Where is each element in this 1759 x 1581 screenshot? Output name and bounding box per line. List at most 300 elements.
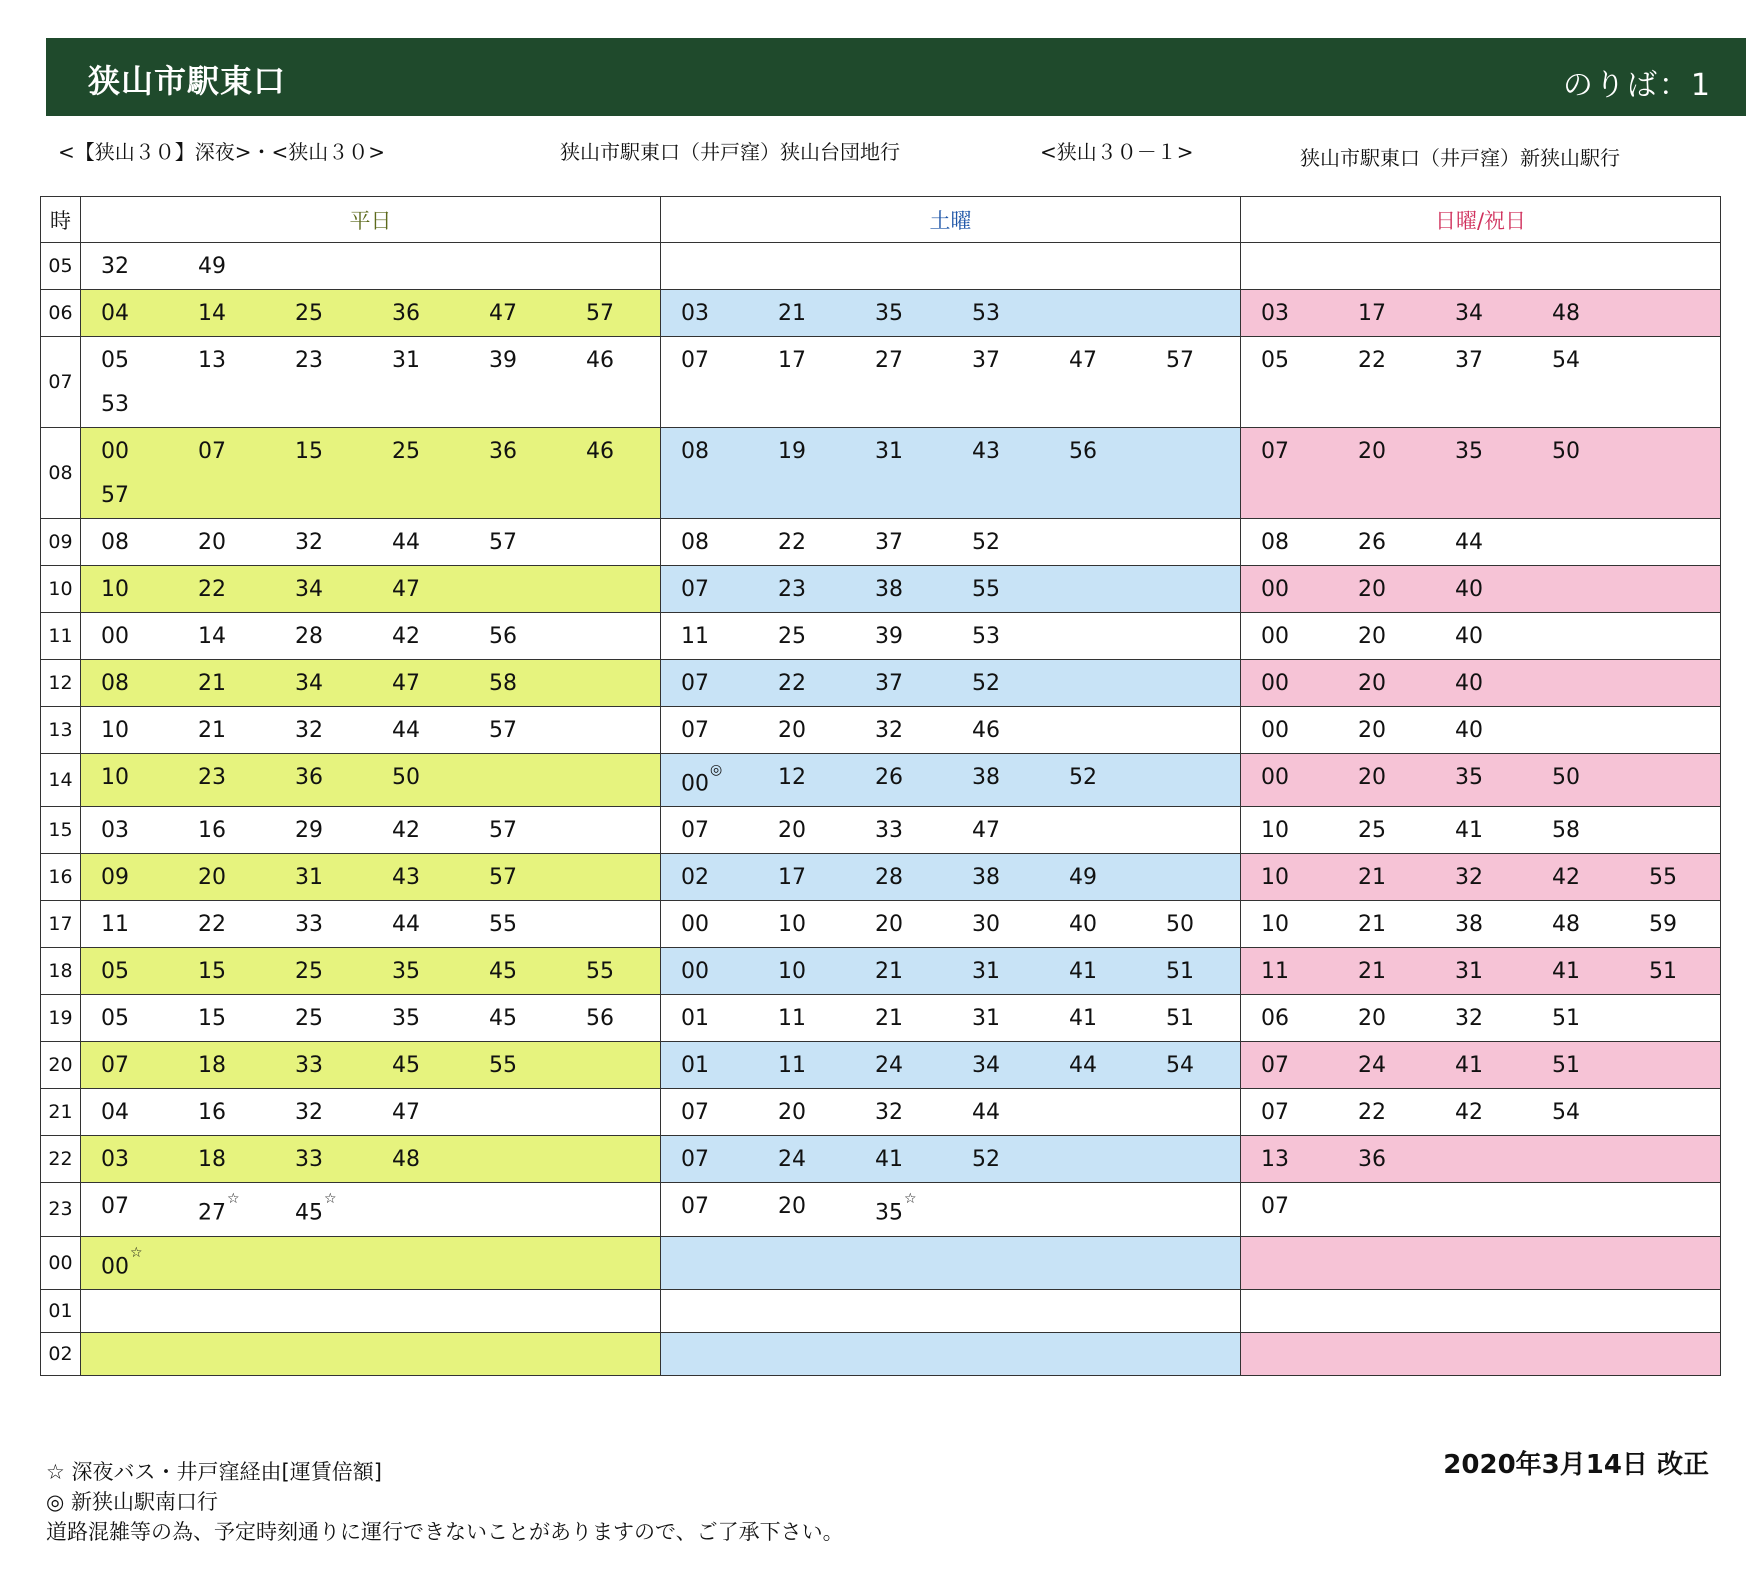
weekday-cell: [81, 660, 661, 707]
departure-minute: 43: [972, 439, 1000, 464]
departure-minute: 08: [101, 671, 129, 696]
weekday-cell: [81, 1183, 661, 1236]
departure-minute: 48: [392, 1147, 420, 1173]
weekday-cell: [81, 807, 661, 854]
table-row: [41, 754, 1721, 807]
departure-minute: 07: [681, 577, 709, 602]
departure-minute: 10: [778, 959, 806, 985]
departure-minute: 08: [1261, 530, 1289, 555]
weekday-cell: [81, 901, 661, 948]
minute-list: [1241, 1237, 1720, 1247]
minute-list: [661, 428, 1240, 474]
departure-minute: 50: [1166, 912, 1194, 938]
departure-minute: 44: [392, 718, 420, 743]
departure-minute: 49: [1069, 865, 1097, 891]
minute-list: [1241, 337, 1720, 383]
saturday-cell: [661, 660, 1241, 707]
minute-list: [1241, 901, 1720, 947]
departure-minute: 39: [489, 348, 517, 373]
departure-minute: 16: [198, 1100, 226, 1126]
minute-list: [1241, 854, 1720, 900]
departure-minute: 00: [1261, 718, 1289, 743]
sunday-cell: [1241, 1042, 1721, 1089]
departure-minute: 38: [972, 865, 1000, 891]
departure-minute: 45: [489, 959, 517, 985]
minute-list: [661, 707, 1240, 753]
minute-list: [1241, 1183, 1720, 1229]
departure-minute: 00: [101, 439, 129, 464]
departure-minute: 11: [681, 624, 709, 649]
departure-minute: 56: [489, 624, 517, 649]
departure-minute: 32: [295, 1100, 323, 1126]
minute-list: [1241, 707, 1720, 753]
minute-list: [1241, 754, 1720, 800]
hour-cell: 18: [41, 948, 81, 995]
departure-minute: 51: [1166, 1006, 1194, 1032]
minute-list: [661, 1089, 1240, 1135]
hour-cell: 20: [41, 1042, 81, 1089]
sunday-cell: [1241, 1089, 1721, 1136]
hour-cell: 22: [41, 1136, 81, 1183]
hour-cell: 14: [41, 754, 81, 807]
departure-minute: 31: [295, 865, 323, 891]
hour-cell: 23: [41, 1183, 81, 1236]
hour-cell: 08: [41, 428, 81, 519]
departure-minute: 56: [1069, 439, 1097, 464]
departure-minute: 13: [198, 348, 226, 373]
departure-minute: 20: [1358, 1006, 1386, 1032]
minute-list: [81, 660, 660, 706]
sunday-cell: [1241, 243, 1721, 290]
departure-minute: 00◎: [681, 762, 723, 797]
departure-minute: 44: [392, 912, 420, 938]
minute-list: [661, 1333, 1240, 1343]
departure-minute: 28: [295, 624, 323, 649]
departure-minute: 21: [875, 1006, 903, 1032]
departure-minute: 03: [681, 301, 709, 326]
departure-minute: 41: [1455, 818, 1483, 844]
hour-cell: 17: [41, 901, 81, 948]
departure-minute: 32: [101, 254, 129, 279]
hour-cell: 05: [41, 243, 81, 290]
departure-minute: 46: [972, 718, 1000, 743]
departure-minute: 27☆: [198, 1191, 240, 1226]
minute-list: [81, 1237, 660, 1289]
minute-list: [661, 1042, 1240, 1088]
table-row: [41, 290, 1721, 337]
departure-minute: 20: [778, 1100, 806, 1126]
departure-minute: 42: [392, 818, 420, 844]
departure-minute: 20: [1358, 718, 1386, 743]
sunday-cell: [1241, 290, 1721, 337]
header-bar: [46, 38, 1746, 116]
departure-minute: 57: [101, 483, 129, 508]
table-row: [41, 1183, 1721, 1236]
departure-minute: 07: [681, 818, 709, 844]
departure-minute: 11: [101, 912, 129, 938]
hour-column-header: 時: [41, 197, 81, 243]
departure-minute: 44: [1069, 1053, 1097, 1079]
departure-minute: 41: [875, 1147, 903, 1173]
departure-minute: 37: [875, 671, 903, 696]
minute-list: [81, 1089, 660, 1135]
departure-minute: 10: [1261, 865, 1289, 891]
departure-minute: 25: [392, 439, 420, 464]
saturday-cell: [661, 1236, 1241, 1289]
weekday-cell: [81, 337, 661, 428]
minute-list: [1241, 566, 1720, 612]
minute-list: [661, 243, 1240, 253]
departure-minute: 41: [1455, 1053, 1483, 1079]
departure-minute: 35: [1455, 765, 1483, 790]
departure-minute: 33: [295, 1053, 323, 1079]
table-row: [41, 1042, 1721, 1089]
minute-list: [81, 519, 660, 565]
weekday-cell: [81, 995, 661, 1042]
departure-minute: 55: [489, 1053, 517, 1079]
departure-minute: 18: [198, 1053, 226, 1079]
departure-minute: 28: [875, 865, 903, 891]
weekday-cell: [81, 613, 661, 660]
minute-list: [81, 948, 660, 994]
minute-list: [661, 519, 1240, 565]
departure-minute: 25: [778, 624, 806, 649]
minute-list: [661, 1183, 1240, 1235]
minute-list: [661, 754, 1240, 806]
departure-minute: 39: [875, 624, 903, 649]
departure-minute: 40: [1455, 624, 1483, 649]
departure-minute: 26: [1358, 530, 1386, 555]
departure-minute: 55: [1649, 865, 1677, 891]
departure-minute: 44: [972, 1100, 1000, 1126]
departure-minute: 38: [1455, 912, 1483, 938]
departure-minute: 07: [101, 1194, 129, 1220]
departure-minute: 12: [778, 765, 806, 790]
departure-minute: 47: [392, 577, 420, 602]
departure-minute: 04: [101, 1100, 129, 1126]
table-row: [41, 428, 1721, 519]
departure-minute: 09: [101, 865, 129, 891]
sunday-cell: [1241, 337, 1721, 428]
saturday-column-header: 土曜: [661, 197, 1241, 243]
minute-list: [81, 1290, 660, 1300]
table-row: [41, 901, 1721, 948]
weekday-cell: [81, 566, 661, 613]
departure-minute: 05: [1261, 348, 1289, 373]
hour-cell: 11: [41, 613, 81, 660]
departure-minute: 50: [1552, 439, 1580, 464]
departure-minute: 40: [1455, 671, 1483, 696]
sunday-cell: [1241, 1236, 1721, 1289]
departure-minute: 20: [198, 530, 226, 555]
weekday-cell: [81, 1042, 661, 1089]
departure-minute: 19: [778, 439, 806, 464]
departure-minute: 10: [778, 912, 806, 938]
table-row: [41, 1089, 1721, 1136]
sunday-column-header: 日曜/祝日: [1241, 197, 1721, 243]
minute-list: [1241, 948, 1720, 994]
departure-minute: 47: [489, 301, 517, 326]
departure-minute: 07: [681, 1100, 709, 1126]
minute-list: [661, 290, 1240, 336]
minute-list: [1241, 519, 1720, 565]
departure-minute: 21: [1358, 959, 1386, 985]
departure-minute: 31: [972, 1006, 1000, 1032]
departure-minute: 57: [489, 865, 517, 891]
table-row: [41, 1136, 1721, 1183]
departure-minute: 24: [875, 1053, 903, 1079]
departure-minute: 30: [972, 912, 1000, 938]
saturday-cell: [661, 1289, 1241, 1332]
departure-minute: 51: [1166, 959, 1194, 985]
weekday-cell: [81, 1332, 661, 1375]
departure-minute: 42: [392, 624, 420, 649]
sunday-cell: [1241, 948, 1721, 995]
departure-minute: 54: [1552, 1100, 1580, 1126]
departure-minute: 40: [1455, 718, 1483, 743]
departure-minute: 47: [392, 671, 420, 696]
saturday-cell: [661, 1332, 1241, 1375]
departure-minute: 42: [1552, 865, 1580, 891]
departure-minute: 52: [972, 530, 1000, 555]
minute-list: [81, 854, 660, 900]
sunday-cell: [1241, 1332, 1721, 1375]
departure-minute: 58: [1552, 818, 1580, 844]
weekday-column-header: 平日: [81, 197, 661, 243]
departure-minute: 07: [681, 1194, 709, 1220]
departure-minute: 20: [1358, 671, 1386, 696]
table-row: [41, 1289, 1721, 1332]
weekday-cell: [81, 854, 661, 901]
minute-list: [1241, 243, 1720, 253]
minute-list: [661, 901, 1240, 947]
departure-minute: 55: [586, 959, 614, 985]
departure-minute: 11: [778, 1006, 806, 1032]
departure-minute: 44: [392, 530, 420, 555]
departure-minute: 16: [198, 818, 226, 844]
minute-list: [661, 613, 1240, 659]
departure-minute: 47: [392, 1100, 420, 1126]
late-night-mark: ☆: [904, 1191, 917, 1208]
departure-minute: 48: [1552, 912, 1580, 938]
departure-minute: 32: [1455, 865, 1483, 891]
departure-minute: 00: [1261, 577, 1289, 602]
departure-minute: 22: [778, 671, 806, 696]
timetable-body: [41, 243, 1721, 1376]
departure-minute: 52: [972, 1147, 1000, 1173]
departure-minute: 24: [1358, 1053, 1386, 1079]
footnote-star: ☆ 深夜バス・井戸窪経由[運賃倍額]: [46, 1460, 382, 1484]
departure-minute: 10: [1261, 912, 1289, 938]
saturday-cell: [661, 428, 1241, 519]
departure-minute: 03: [101, 1147, 129, 1173]
departure-minute: 25: [295, 1006, 323, 1032]
departure-minute: 15: [198, 1006, 226, 1032]
departure-minute: 58: [489, 671, 517, 696]
departure-minute: 37: [1455, 348, 1483, 373]
sunday-cell: [1241, 901, 1721, 948]
minute-list: [661, 566, 1240, 612]
departure-minute: 07: [1261, 1100, 1289, 1126]
departure-minute: 31: [972, 959, 1000, 985]
departure-minute: 32: [875, 718, 903, 743]
minute-list: [1241, 613, 1720, 659]
departure-minute: 08: [681, 439, 709, 464]
minute-list: [81, 613, 660, 659]
minute-list: [1241, 1089, 1720, 1135]
departure-minute: 59: [1649, 912, 1677, 938]
departure-minute: 20: [198, 865, 226, 891]
sunday-cell: [1241, 1136, 1721, 1183]
departure-minute: 34: [1455, 301, 1483, 326]
minute-list: [1241, 660, 1720, 706]
timetable-header-row: [41, 197, 1721, 243]
departure-minute: 07: [681, 1147, 709, 1173]
departure-minute: 02: [681, 865, 709, 891]
minute-list: [81, 901, 660, 947]
departure-minute: 42: [1455, 1100, 1483, 1126]
departure-minute: 25: [295, 959, 323, 985]
saturday-cell: [661, 1183, 1241, 1236]
departure-minute: 15: [295, 439, 323, 464]
departure-minute: 56: [586, 1006, 614, 1032]
departure-minute: 15: [198, 959, 226, 985]
departure-minute: 17: [778, 348, 806, 373]
sunday-cell: [1241, 1183, 1721, 1236]
departure-minute: 38: [875, 577, 903, 602]
platform-label: のりば：1: [1562, 68, 1712, 103]
sunday-cell: [1241, 660, 1721, 707]
departure-minute: 29: [295, 818, 323, 844]
sunday-cell: [1241, 613, 1721, 660]
departure-minute: 00: [1261, 671, 1289, 696]
hour-cell: 21: [41, 1089, 81, 1136]
departure-minute: 22: [198, 912, 226, 938]
departure-minute: 35☆: [875, 1191, 917, 1226]
sunday-cell: [1241, 566, 1721, 613]
weekday-cell: [81, 428, 661, 519]
saturday-cell: [661, 995, 1241, 1042]
weekday-cell: [81, 754, 661, 807]
minute-list: [81, 1042, 660, 1088]
saturday-cell: [661, 519, 1241, 566]
minute-list: [81, 337, 660, 427]
departure-minute: 46: [586, 439, 614, 464]
departure-minute: 40: [1069, 912, 1097, 938]
departure-minute: 52: [972, 671, 1000, 696]
saturday-cell: [661, 707, 1241, 754]
departure-minute: 22: [198, 577, 226, 602]
departure-minute: 05: [101, 1006, 129, 1032]
departure-minute: 17: [778, 865, 806, 891]
minute-list: [81, 290, 660, 336]
departure-minute: 21: [198, 671, 226, 696]
hour-cell: 16: [41, 854, 81, 901]
saturday-cell: [661, 901, 1241, 948]
hour-cell: 02: [41, 1332, 81, 1375]
departure-minute: 07: [101, 1053, 129, 1079]
route-name-1: <【狭山３０】深夜>・<狭山３０>: [58, 140, 386, 164]
minute-list: [661, 807, 1240, 853]
departure-minute: 54: [1166, 1053, 1194, 1079]
weekday-cell: [81, 519, 661, 566]
saturday-cell: [661, 290, 1241, 337]
departure-minute: 41: [1069, 1006, 1097, 1032]
minute-list: [81, 428, 660, 518]
sunday-cell: [1241, 754, 1721, 807]
departure-minute: 20: [778, 718, 806, 743]
departure-minute: 00: [681, 959, 709, 985]
departure-minute: 10: [101, 718, 129, 743]
departure-minute: 31: [1455, 959, 1483, 985]
table-row: [41, 948, 1721, 995]
departure-minute: 08: [681, 530, 709, 555]
hour-cell: 13: [41, 707, 81, 754]
departure-minute: 20: [1358, 439, 1386, 464]
late-night-mark: ☆: [130, 1244, 143, 1261]
departure-minute: 20: [778, 818, 806, 844]
minute-list: [81, 707, 660, 753]
departure-minute: 14: [198, 624, 226, 649]
departure-minute: 21: [1358, 912, 1386, 938]
departure-minute: 50: [392, 765, 420, 790]
departure-minute: 37: [972, 348, 1000, 373]
departure-minute: 00: [101, 624, 129, 649]
departure-minute: 41: [1552, 959, 1580, 985]
departure-minute: 21: [778, 301, 806, 326]
departure-minute: 25: [295, 301, 323, 326]
minute-list: [81, 807, 660, 853]
minute-list: [81, 1136, 660, 1182]
departure-minute: 20: [1358, 577, 1386, 602]
minute-list: [661, 948, 1240, 994]
table-row: [41, 807, 1721, 854]
departure-minute: 55: [489, 912, 517, 938]
table-row: [41, 995, 1721, 1042]
saturday-cell: [661, 854, 1241, 901]
departure-minute: 50: [1552, 765, 1580, 790]
saturday-cell: [661, 807, 1241, 854]
departure-minute: 36: [489, 439, 517, 464]
hour-cell: 00: [41, 1236, 81, 1289]
departure-minute: 06: [1261, 1006, 1289, 1032]
departure-minute: 53: [101, 392, 129, 417]
hour-cell: 09: [41, 519, 81, 566]
saturday-cell: [661, 948, 1241, 995]
departure-minute: 41: [1069, 959, 1097, 985]
sunday-cell: [1241, 428, 1721, 519]
weekday-cell: [81, 243, 661, 290]
departure-minute: 14: [198, 301, 226, 326]
weekday-cell: [81, 290, 661, 337]
departure-minute: 48: [1552, 301, 1580, 326]
departure-minute: 20: [875, 912, 903, 938]
departure-minute: 33: [295, 1147, 323, 1173]
departure-minute: 20: [778, 1194, 806, 1220]
alt-destination-mark: ◎: [710, 762, 723, 778]
weekday-cell: [81, 1289, 661, 1332]
departure-minute: 10: [101, 765, 129, 790]
departure-minute: 31: [392, 348, 420, 373]
weekday-cell: [81, 707, 661, 754]
departure-minute: 53: [972, 301, 1000, 326]
departure-minute: 21: [198, 718, 226, 743]
departure-minute: 00: [1261, 765, 1289, 790]
departure-minute: 27: [875, 348, 903, 373]
departure-minute: 46: [586, 348, 614, 373]
departure-minute: 23: [198, 765, 226, 790]
departure-minute: 57: [489, 718, 517, 743]
